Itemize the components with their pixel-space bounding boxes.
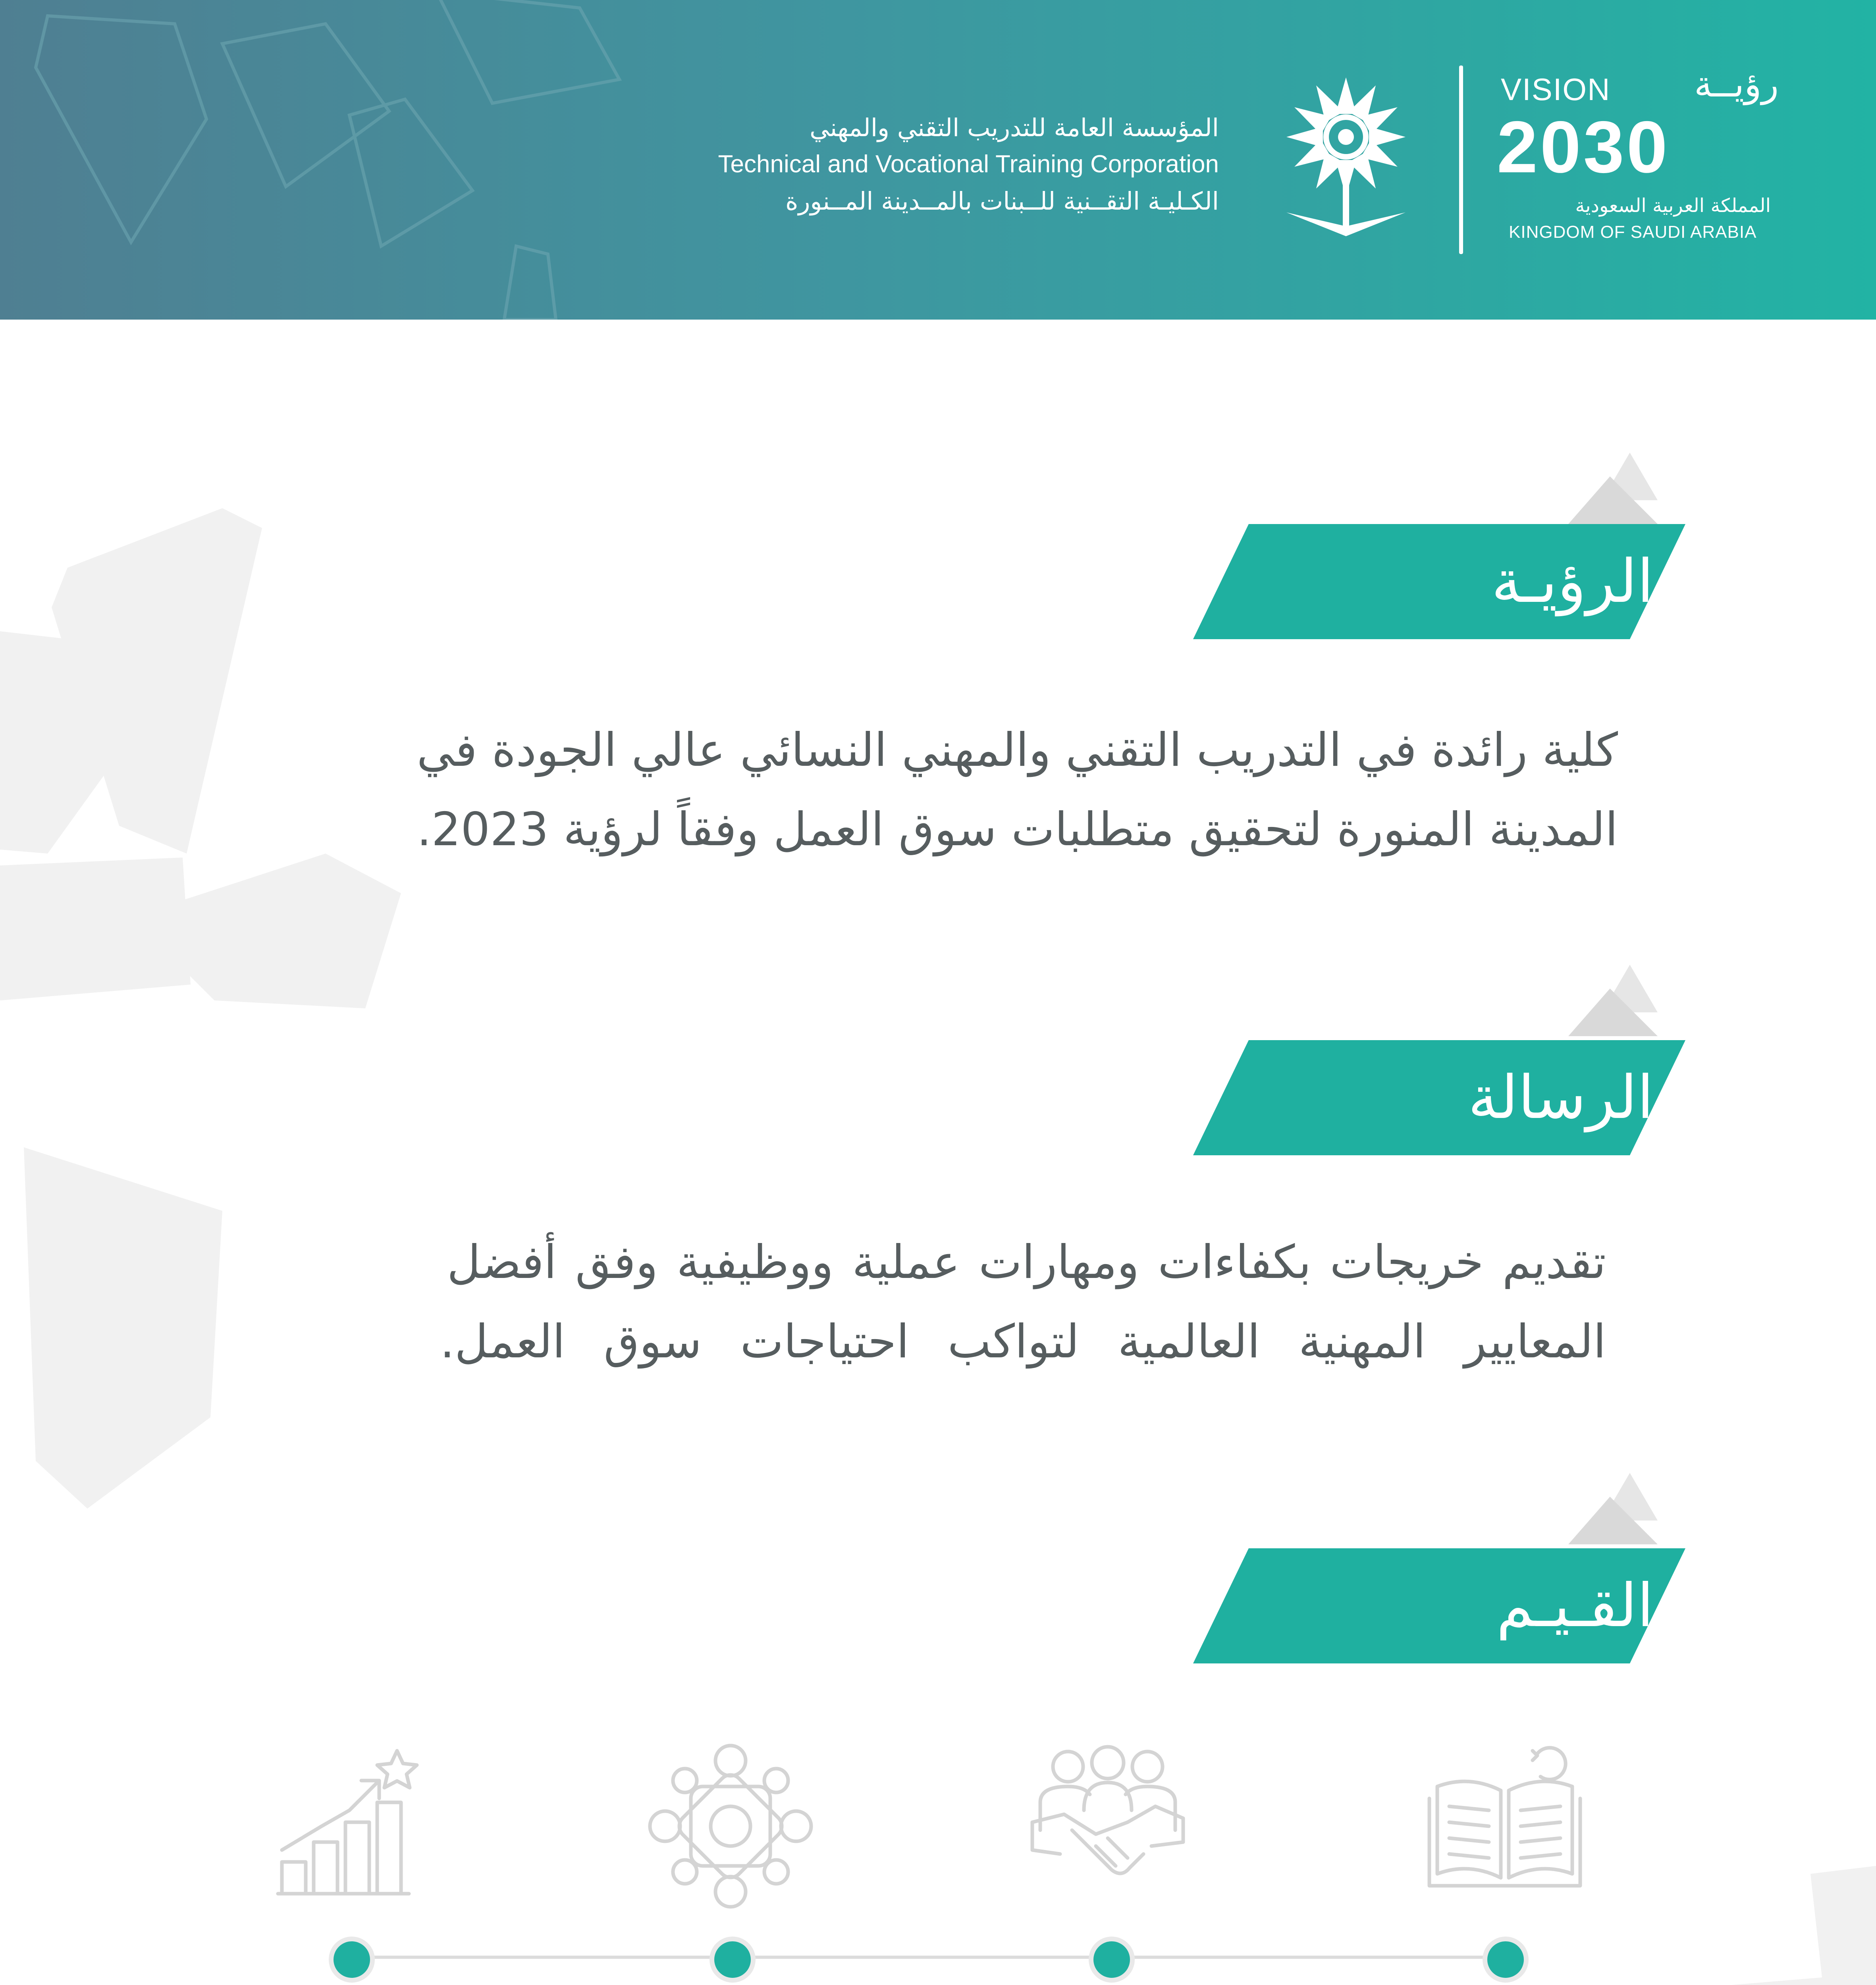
values-timeline <box>353 1956 1507 1959</box>
values-title: القـيـم <box>1496 1571 1654 1640</box>
vision-text-line-2: المدينة المنورة لتحقيق متطلبات سوق العمل وفقاً لرؤية 2023. <box>416 803 1618 856</box>
college-name-arabic: الكـليـة التقــنية للــبنات بالمــدينة المــنورة <box>785 187 1219 216</box>
mission-banner <box>1193 1040 1685 1155</box>
mission-text-line-1: تقديم خريجات بكفاءات ومهارات عملية ووظيفية وفق أفضل <box>447 1235 1606 1289</box>
book-icon <box>1421 1743 1588 1910</box>
timeline-dot <box>1483 1937 1529 1983</box>
mission-title: الرسالة <box>1468 1063 1654 1132</box>
vision-year: 2030 <box>1497 106 1670 188</box>
vision-banner <box>1193 524 1685 639</box>
vision-2030-logo <box>1497 64 1779 246</box>
org-name-english: Technical and Vocational Training Corporation <box>718 150 1219 178</box>
tvtc-logo-icon <box>1271 66 1421 244</box>
growth-chart-star-icon <box>270 1743 437 1910</box>
org-name-arabic: المؤسسة العامة للتدريب التقني والمهني <box>810 113 1219 142</box>
kingdom-name-english: KINGDOM OF SAUDI ARABIA <box>1509 222 1757 242</box>
teamwork-handshake-icon <box>1024 1743 1191 1910</box>
values-banner <box>1193 1548 1685 1663</box>
mission-text-line-2: المعايير المهنية العالمية لتواكب احتياجات سوق العمل. <box>440 1315 1606 1368</box>
timeline-dot <box>1089 1937 1135 1983</box>
kingdom-name-arabic: المملكة العربية السعودية <box>1575 195 1771 217</box>
islamic-pattern-icon <box>647 1743 814 1910</box>
timeline-dot <box>329 1937 375 1983</box>
vision-title: الرؤيـة <box>1491 547 1654 616</box>
timeline-dot <box>710 1937 756 1983</box>
header-divider <box>1459 66 1463 254</box>
vision-word-arabic: رؤيــة <box>1694 64 1779 105</box>
vision-word: VISION <box>1501 72 1611 107</box>
header-decoration <box>0 0 675 320</box>
vision-text-line-1: كلية رائدة في التدريب التقني والمهني النسائي عالي الجودة في <box>416 723 1618 777</box>
header-banner <box>0 0 1876 320</box>
